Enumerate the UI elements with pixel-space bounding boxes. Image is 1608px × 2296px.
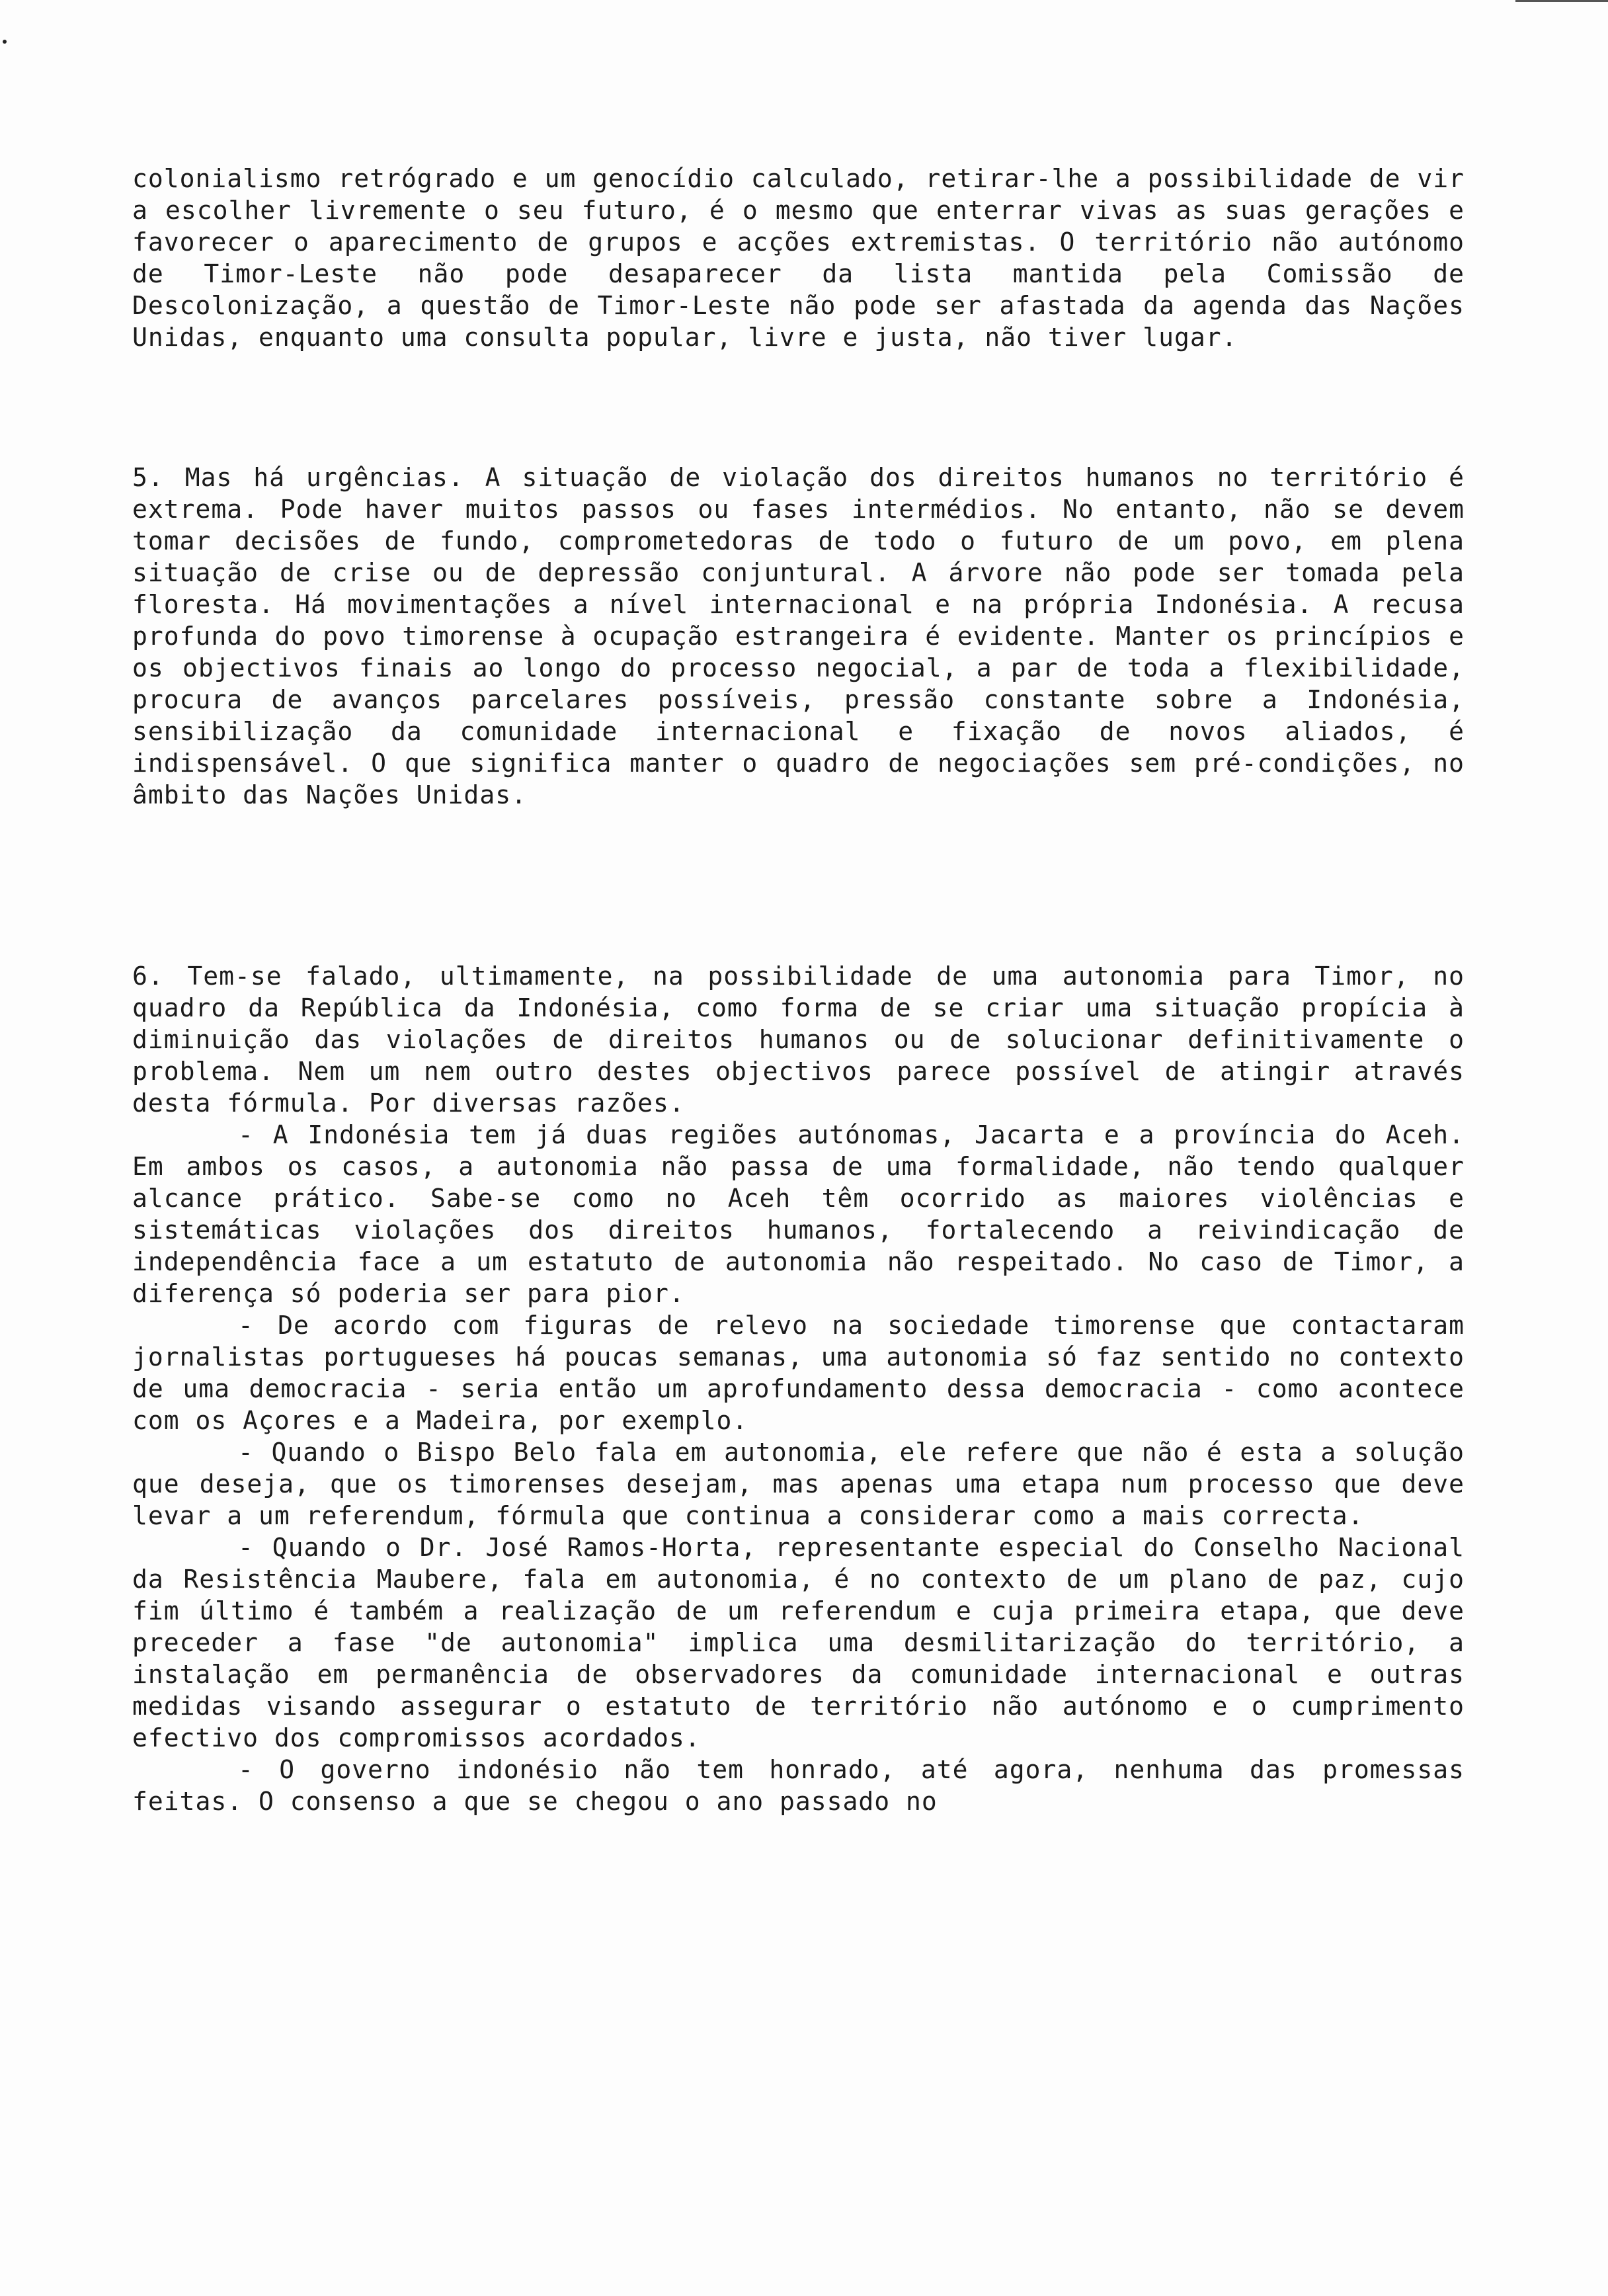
paragraph-continuation: colonialismo retrógrado e um genocídio calculado, retirar-lhe a possibilidade de vir a escolher livremente o seu futuro, é o mesmo que enterrar vivas as suas gerações e favorecer o aparecimento de grupos e acções extremistas. O território não autónomo de Timor-Leste não pode desaparecer da lista mantida pela Comissão de Descolonização, a questão de Timor-Leste não pode ser afastada da agenda das Nações Unidas, enquanto uma consulta popular, livre e justa, não tiver lugar. bbox=[132, 164, 1465, 352]
list-item-journalists: - De acordo com figuras de relevo na sociedade timorense que contactaram jornalistas portugueses há poucas semanas, uma autonomia só faz sentido no contexto de uma democracia - seria então um aprofundamento dessa democracia - como acontece com os Açores e a Madeira, por exemplo. bbox=[132, 1311, 1465, 1435]
scan-artifact-dot bbox=[3, 40, 7, 44]
list-item-governo-indonesio: - O governo indonésio não tem honrado, até agora, nenhuma das promessas feitas. O consenso a que se chegou o ano passado no bbox=[132, 1755, 1465, 1816]
list-item-bispo-belo: - Quando o Bispo Belo fala em autonomia, ele refere que não é esta a solução que deseja, que os timorenses desejam, mas apenas uma etapa num processo que deve levar a um referendum, fórmula que continua a considerar como a mais correcta. bbox=[132, 1438, 1465, 1530]
scan-artifact-line bbox=[1515, 0, 1608, 9]
list-item-aceh: - A Indonésia tem já duas regiões autónomas, Jacarta e a província do Aceh. Em ambos os casos, a autonomia não passa de uma formalidade, não tendo qualquer alcance prático. Sabe-se como no Aceh têm ocorrido as maiores violências e sistemáticas violações dos direitos humanos, fortalecendo a reivindicação de independência face a um estatuto de autonomia não respeitado. No caso de Timor, a diferença só poderia ser para pior. bbox=[132, 1120, 1465, 1308]
paragraph-6-intro: 6. Tem-se falado, ultimamente, na possibilidade de uma autonomia para Timor, no quadro da República da Indonésia, como forma de se criar uma situação propícia à diminuição das violações de direitos humanos ou de solucionar definitivamente o problema. Nem um nem outro destes objectivos parece possível de atingir através desta fórmula. Por diversas razões. bbox=[132, 962, 1465, 1118]
paragraph-5: 5. Mas há urgências. A situação de violação dos direitos humanos no território é extrema. Pode haver muitos passos ou fases intermédios. No entanto, não se devem tomar decisões de fundo, comprometedoras de todo o futuro de um povo, em plena situação de crise ou de depressão conjuntural. A árvore não pode ser tomada pela floresta. Há movimentações a nível internacional e na própria Indonésia. A recusa profunda do povo timorense à ocupação estrangeira é evidente. Manter os princípios e os objectivos finais ao longo do processo negocial, a par de toda a flexibilidade, procura de avanços parcelares possíveis, pressão constante sobre a Indonésia, sensibilização da comunidade internacional e fixação de novos aliados, é indispensável. O que significa manter o quadro de negociações sem pré-condições, no âmbito das Nações Unidas. bbox=[132, 463, 1465, 809]
section-6 bbox=[132, 960, 1465, 1817]
list-item-ramos-horta: - Quando o Dr. José Ramos-Horta, representante especial do Conselho Nacional da Resistência Maubere, fala em autonomia, é no contexto de um plano de paz, cujo fim último é também a realização de um referendum e cuja primeira etapa, que deve preceder a fase "de autonomia" implica uma desmilitarização do território, a instalação em permanência de observadores da comunidade internacional e outras medidas visando assegurar o estatuto de território não autónomo e o cumprimento efectivo dos compromissos acordados. bbox=[132, 1533, 1465, 1752]
